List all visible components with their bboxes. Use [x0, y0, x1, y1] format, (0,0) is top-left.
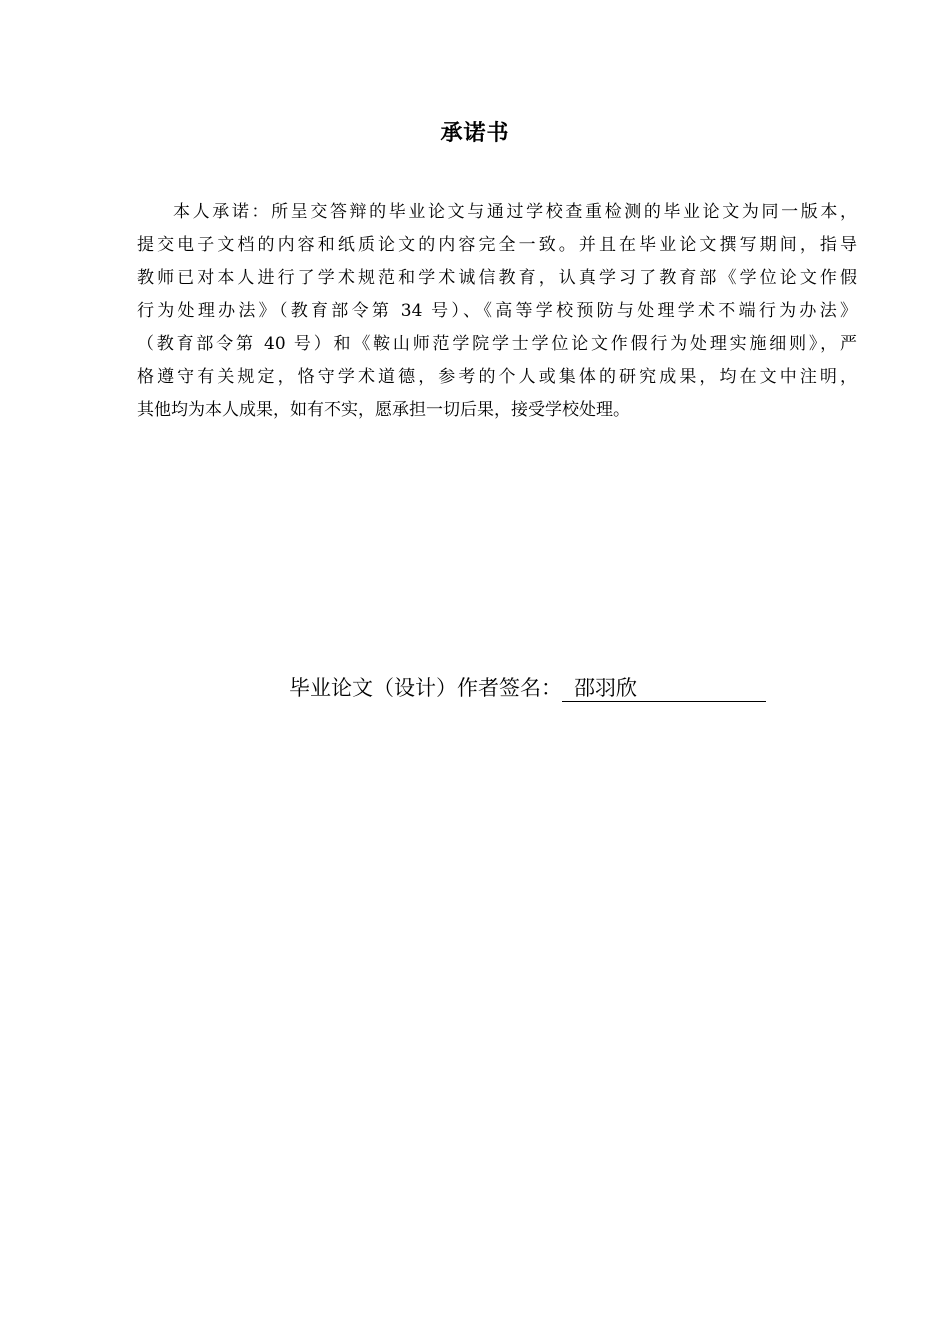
pledge-line: 其他均为本人成果，如有不实，愿承担一切后果，接受学校处理。 [137, 400, 630, 420]
pledge-line: （教育部令第 40 号）和《鞍山师范学院学士学位论文作假行为处理实施细则》，严 [137, 334, 857, 354]
pledge-line: 格遵守有关规定，恪守学术道德，参考的个人或集体的研究成果，均在文中注明， [137, 367, 857, 387]
signature-label: 毕业论文（设计）作者签名： [289, 676, 562, 700]
pledge-line: 行为处理办法》（教育部令第 34 号）、《高等学校预防与处理学术不端行为办法》 [137, 301, 857, 321]
pledge-paragraph [137, 196, 857, 427]
signature-block [289, 672, 766, 704]
pledge-line: 本人承诺：所呈交答辩的毕业论文与通过学校查重检测的毕业论文为同一版本， [173, 202, 857, 222]
signature-name: 邵羽欣 [562, 675, 766, 702]
pledge-line: 教师已对本人进行了学术规范和学术诚信教育，认真学习了教育部《学位论文作假 [137, 268, 857, 288]
pledge-line: 提交电子文档的内容和纸质论文的内容完全一致。并且在毕业论文撰写期间，指导 [137, 235, 857, 255]
document-title: 承诺书 [440, 121, 510, 146]
